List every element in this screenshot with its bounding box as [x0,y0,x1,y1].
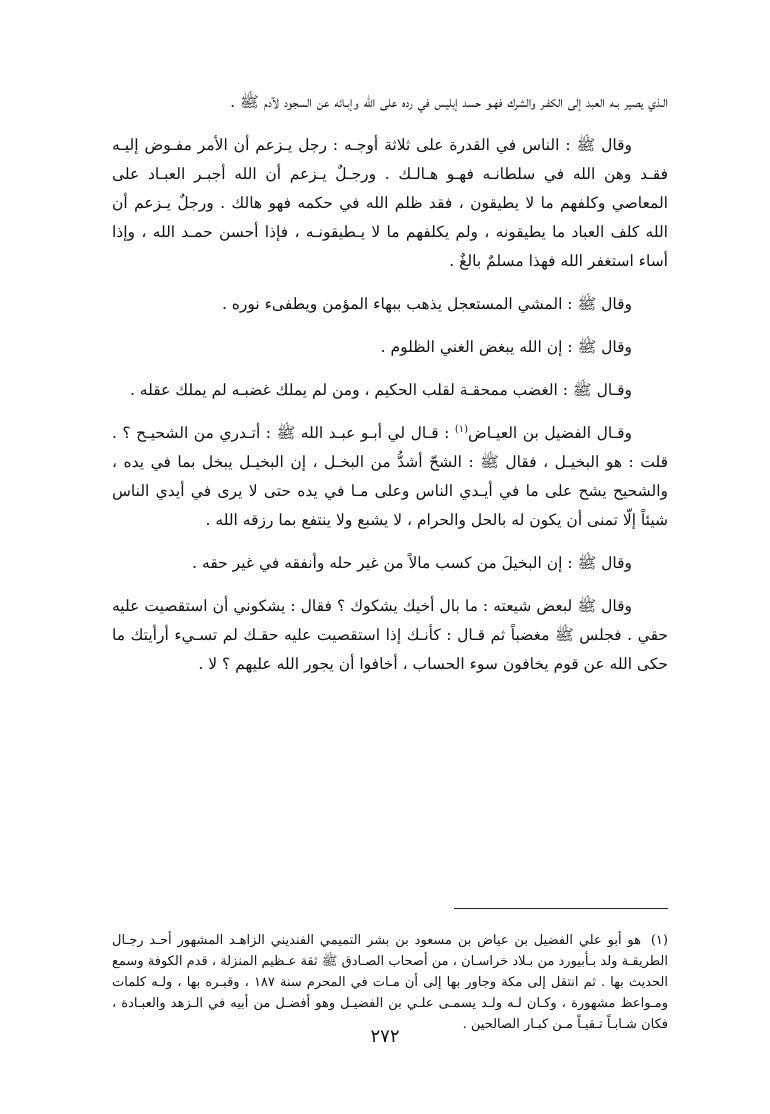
page-number: ٢٧٢ [370,1026,400,1047]
paragraph-miser: وقال ﷺ : إن البخيلَ من كسب مالاً من غير حله وأنفقه في غير حقه . [192,554,632,572]
footnote-reference[interactable]: (١) [454,423,469,435]
footnote-divider [454,908,668,909]
paragraph-hasty-walking: وقال ﷺ : المشي المستعجل يذهب ببهاء المؤمن ويطفىء نوره . [221,295,632,313]
footnote-text: هو أبو علي الفضيل بن عياض بن مسعود بن بشر التميمي الفنديني الزاهـد المشهور أحـد رجـال الطريقـة ولد بـأبيورد من بـلاد خراسـان ، من أصحاب الصـادق ﷺ ثقة عـظيم المنزلة ، قدم الكوفة وسمع الحديث بها . ثم انتقل إلى مكة وجاور بها إلى أن مـات في المحرم سنة ١٨٧ ، وقبـره بها ، ولـه كلمات ومـواعظ مشهورة ، وكـان لـه ولـد يسمـى علـي بن الفضيـل وهو أفضـل من أبيه في الـزهد والعبـادة ، فكان شـابـاً تـقيـاً مـن كبـار الصالحين . [112,933,668,1032]
footnote-number: (١) [650,933,668,948]
paragraph-oppressive-rich: وقال ﷺ : إن الله يبغض الغني الظلوم . [380,338,632,356]
paragraph-envy: الـذي يصير بـه العبد إلى الكفـر والشرك فهـو حسد إبليس في رده على الله وإبـائه عن السجود لآدم ﷺ . [230,93,668,111]
main-text [112,88,668,679]
paragraph-fudayl [112,419,668,535]
paragraph-predestination: وقال ﷺ : الناس في القدرة على ثلاثة أوجـه : رجل يـزعم أن الأمر مفـوض إليـه فقـد وهن الله في سلطانـه فهـو هـالـك . ورجـلٌ يـزعم أن الله أجبـر العبـاد على المعاصي وكلفهم ما لا يطيقون ، فقد ظلم الله في حكمه فهو هالك . ورجلٌ يـزعم أن الله كلف العباد ما يطيقونه ، ولم يكلفهم ما لا يـطيقونـه ، فإذا أحسن حمـد الله ، وإذا أساء استغفر الله فهذا مسلمٌ بالغٌ . [112,136,668,270]
paragraph-complaint: وقال ﷺ لبعض شيعته : ما بال أخيك يشكوك ؟ فقال : يشكوني أن استقصيت عليه حقي . فجلس ﷺ مغضباً ثم قـال : كأنـك إذا استقصيت عليه حقـك لم تسـيء أرأيتك ما حكى الله عن قوم يخافون سوء الحساب ، أخافوا أن يجور الله عليهم ؟ لا . [112,597,668,673]
paragraph-anger: وقـال ﷺ : الغضب ممحقـة لقلب الحكيم ، ومن لم يملك غضبـه لم يملك عقله . [129,381,632,399]
footnote [112,930,668,1035]
fudayl-intro: وقـال الفضيل بن العيـاض [468,424,632,442]
fudayl-narration: : قـال لي أبـو عبـد الله ﷺ : أتـدري من الشحيـح ؟ . قلت : هو البخيـل ، فقال ﷺ : الشحّ أشدُّ من البخـل ، إن البخيـل يبخل بما في يده ، والشحيح يشح على ما في أيـدي الناس وعلى مـا في يده حتى لا يرى في أيدي الناس شيئاً إلّا تمنى أن يكون له بالحل والحرام ، لا يشبع ولا ينتفع بما رزقه الله . [112,424,668,529]
page-content [112,88,668,1032]
